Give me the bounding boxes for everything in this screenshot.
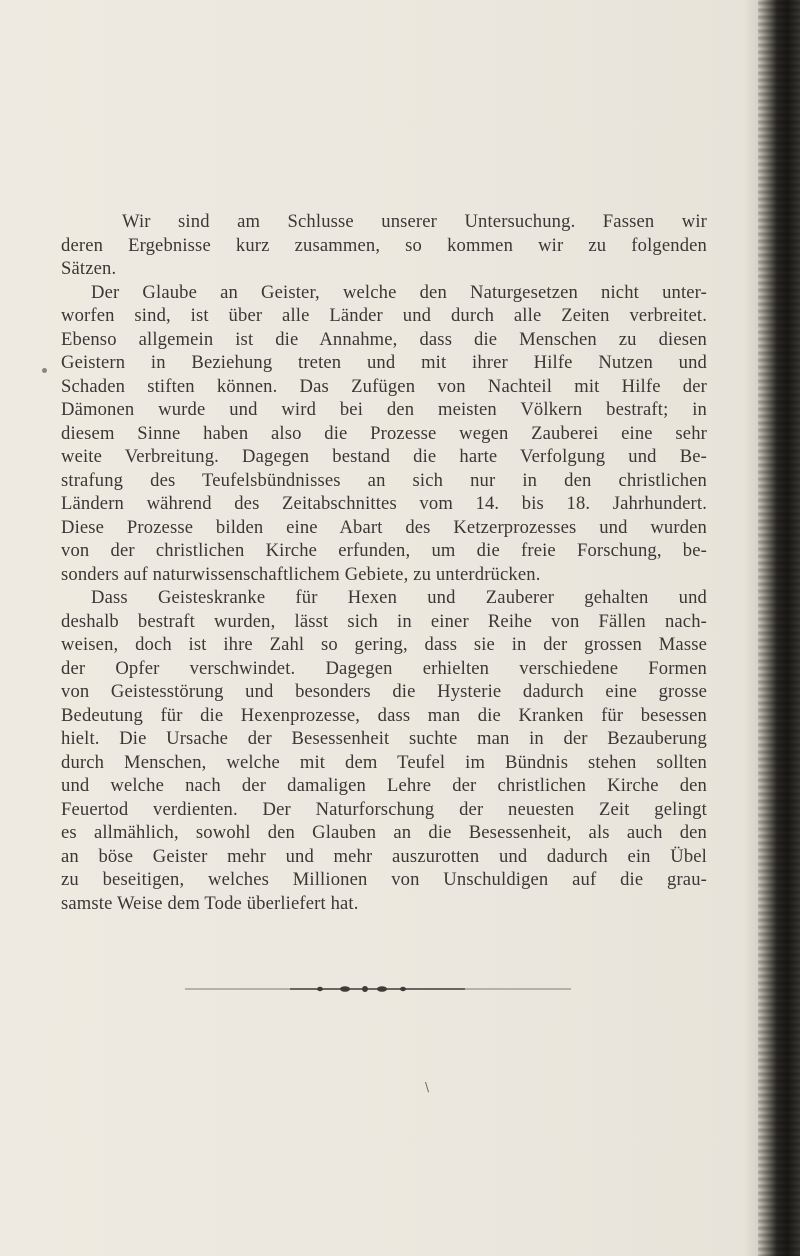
text-line: Sätzen. xyxy=(61,258,117,279)
text-line: Ländern während des Zeitabschnittes vom 14. bis 18. Jahrhundert. xyxy=(61,493,707,514)
end-ornament xyxy=(185,985,571,993)
text-line: Bedeutung für die Hexenprozesse, dass man die Kranken für besessen xyxy=(61,704,707,726)
text-line: sonders auf naturwissenschaftlichem Gebiete, zu unterdrücken. xyxy=(61,563,541,585)
text-line: weisen, doch ist ihre Zahl so gering, dass sie in der grossen Masse xyxy=(61,634,707,655)
body-text xyxy=(61,210,707,915)
text-line: Wir sind am Schlusse unserer Untersuchung. Fassen wir xyxy=(122,211,707,232)
text-line: diesem Sinne haben also die Prozesse wegen Zauberei eine sehr xyxy=(61,422,707,444)
text-line: Schaden stiften können. Das Zufügen von Nachteil mit Hilfe der xyxy=(61,375,707,397)
paragraph-1 xyxy=(61,210,707,281)
paragraph-3 xyxy=(61,586,707,915)
text-line: von der christlichen Kirche erfunden, um die freie Forschung, be- xyxy=(61,540,707,561)
text-line: Dass Geisteskranke für Hexen und Zauberer gehalten und xyxy=(91,587,707,608)
text-line: Geistern in Beziehung treten und mit ihrer Hilfe Nutzen und xyxy=(61,352,707,373)
text-line: Dämonen wurde und wird bei den meisten Völkern bestraft; in xyxy=(61,399,707,420)
paragraph-2 xyxy=(61,281,707,587)
text-line: der Opfer verschwindet. Dagegen erhielten verschiedene Formen xyxy=(61,657,707,679)
text-line: Feuertod verdienten. Der Naturforschung der neuesten Zeit gelingt xyxy=(61,798,707,820)
text-line: weite Verbreitung. Dagegen bestand die harte Verfolgung und Be- xyxy=(61,446,707,467)
stray-mark: \ xyxy=(425,1080,430,1094)
text-line: strafung des Teufelsbündnisses an sich nur in den christlichen xyxy=(61,469,707,491)
text-line: deshalb bestraft wurden, lässt sich in einer Reihe von Fällen nach- xyxy=(61,610,707,632)
text-line: Diese Prozesse bilden eine Abart des Ketzerprozesses und wurden xyxy=(61,516,707,538)
text-line: an böse Geister mehr und mehr auszurotten und dadurch ein Übel xyxy=(61,845,707,867)
text-line: durch Menschen, welche mit dem Teufel im Bündnis stehen sollten xyxy=(61,751,707,773)
text-line: samste Weise dem Tode überliefert hat. xyxy=(61,892,359,914)
book-edge xyxy=(758,0,800,1256)
page-edge-shadow xyxy=(744,0,758,1256)
text-line: zu beseitigen, welches Millionen von Unschuldigen auf die grau- xyxy=(61,869,707,890)
text-line: Der Glaube an Geister, welche den Naturgesetzen nicht unter- xyxy=(91,281,707,303)
text-line: hielt. Die Ursache der Besessenheit suchte man in der Bezauberung xyxy=(61,728,707,749)
margin-dot xyxy=(42,368,47,373)
text-line: Ebenso allgemein ist die Annahme, dass die Menschen zu diesen xyxy=(61,328,707,350)
text-line: und welche nach der damaligen Lehre der christlichen Kirche den xyxy=(61,775,707,796)
text-line: von Geistesstörung und besonders die Hysterie dadurch eine grosse xyxy=(61,681,707,702)
text-line: deren Ergebnisse kurz zusammen, so kommen wir zu folgenden xyxy=(61,234,707,256)
text-line: worfen sind, ist über alle Länder und durch alle Zeiten verbreitet. xyxy=(61,305,707,326)
text-line: es allmählich, sowohl den Glauben an die Besessenheit, als auch den xyxy=(61,822,707,843)
